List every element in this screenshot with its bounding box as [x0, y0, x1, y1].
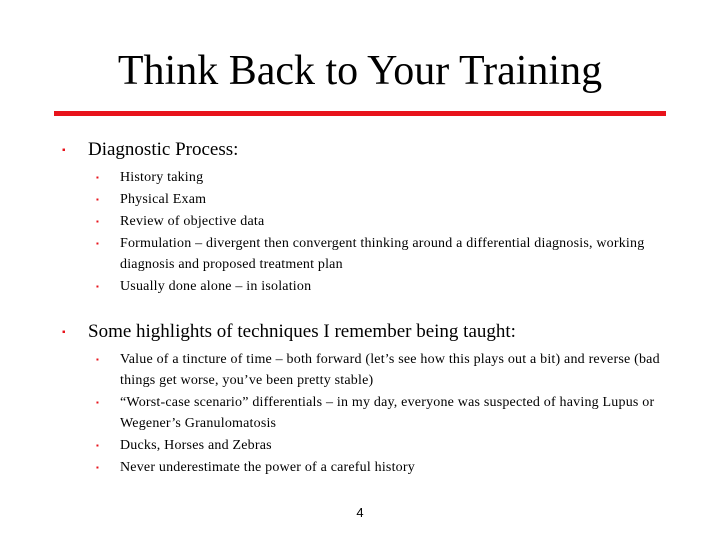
list-item-text: Physical Exam: [120, 192, 207, 207]
list-item-text: History taking: [120, 170, 204, 185]
section-techniques: [62, 321, 662, 479]
square-bullet-icon: ▪: [96, 239, 100, 248]
square-bullet-icon: ▪: [62, 145, 66, 156]
bullet-list: [62, 167, 662, 297]
list-item: [96, 189, 662, 210]
list-item-text: Review of objective data: [120, 214, 265, 229]
square-bullet-icon: ▪: [96, 217, 100, 226]
title-divider: [54, 111, 666, 116]
list-item: [96, 457, 662, 478]
section-diagnostic-process: [62, 139, 662, 298]
square-bullet-icon: ▪: [96, 463, 100, 472]
bullet-list: [62, 349, 662, 478]
slide-title: Think Back to Your Training: [117, 48, 603, 94]
square-bullet-icon: ▪: [96, 398, 100, 407]
list-item-text: Value of a tincture of time – both forward (let’s see how this plays out a bit) and reverse (bad things get worse, you’ve been pretty stable): [120, 352, 660, 388]
list-item: [96, 392, 662, 434]
list-item-text: Ducks, Horses and Zebras: [120, 438, 272, 453]
square-bullet-icon: ▪: [96, 441, 100, 450]
list-item-text: “Worst-case scenario” differentials – in my day, everyone was suspected of having Lupus or Wegener’s Granulomatosis: [120, 395, 655, 431]
list-item-text: Never underestimate the power of a careful history: [120, 460, 415, 475]
page-number: 4: [356, 505, 364, 520]
list-item: [96, 233, 662, 275]
square-bullet-icon: ▪: [96, 282, 100, 291]
section-heading-text: Diagnostic Process:: [88, 139, 239, 160]
square-bullet-icon: ▪: [62, 327, 66, 338]
list-item: [96, 435, 662, 456]
list-item-text: Formulation – divergent then convergent thinking around a differential diagnosis, working diagnosis and proposed treatment plan: [120, 236, 645, 272]
section-heading: [62, 321, 662, 343]
list-item-text: Usually done alone – in isolation: [120, 279, 312, 294]
list-item: [96, 276, 662, 297]
section-heading-text: Some highlights of techniques I remember being taught:: [88, 321, 516, 342]
square-bullet-icon: ▪: [96, 173, 100, 182]
square-bullet-icon: ▪: [96, 355, 100, 364]
list-item: [96, 167, 662, 188]
list-item: [96, 211, 662, 232]
square-bullet-icon: ▪: [96, 195, 100, 204]
section-heading: [62, 139, 662, 161]
list-item: [96, 349, 662, 391]
